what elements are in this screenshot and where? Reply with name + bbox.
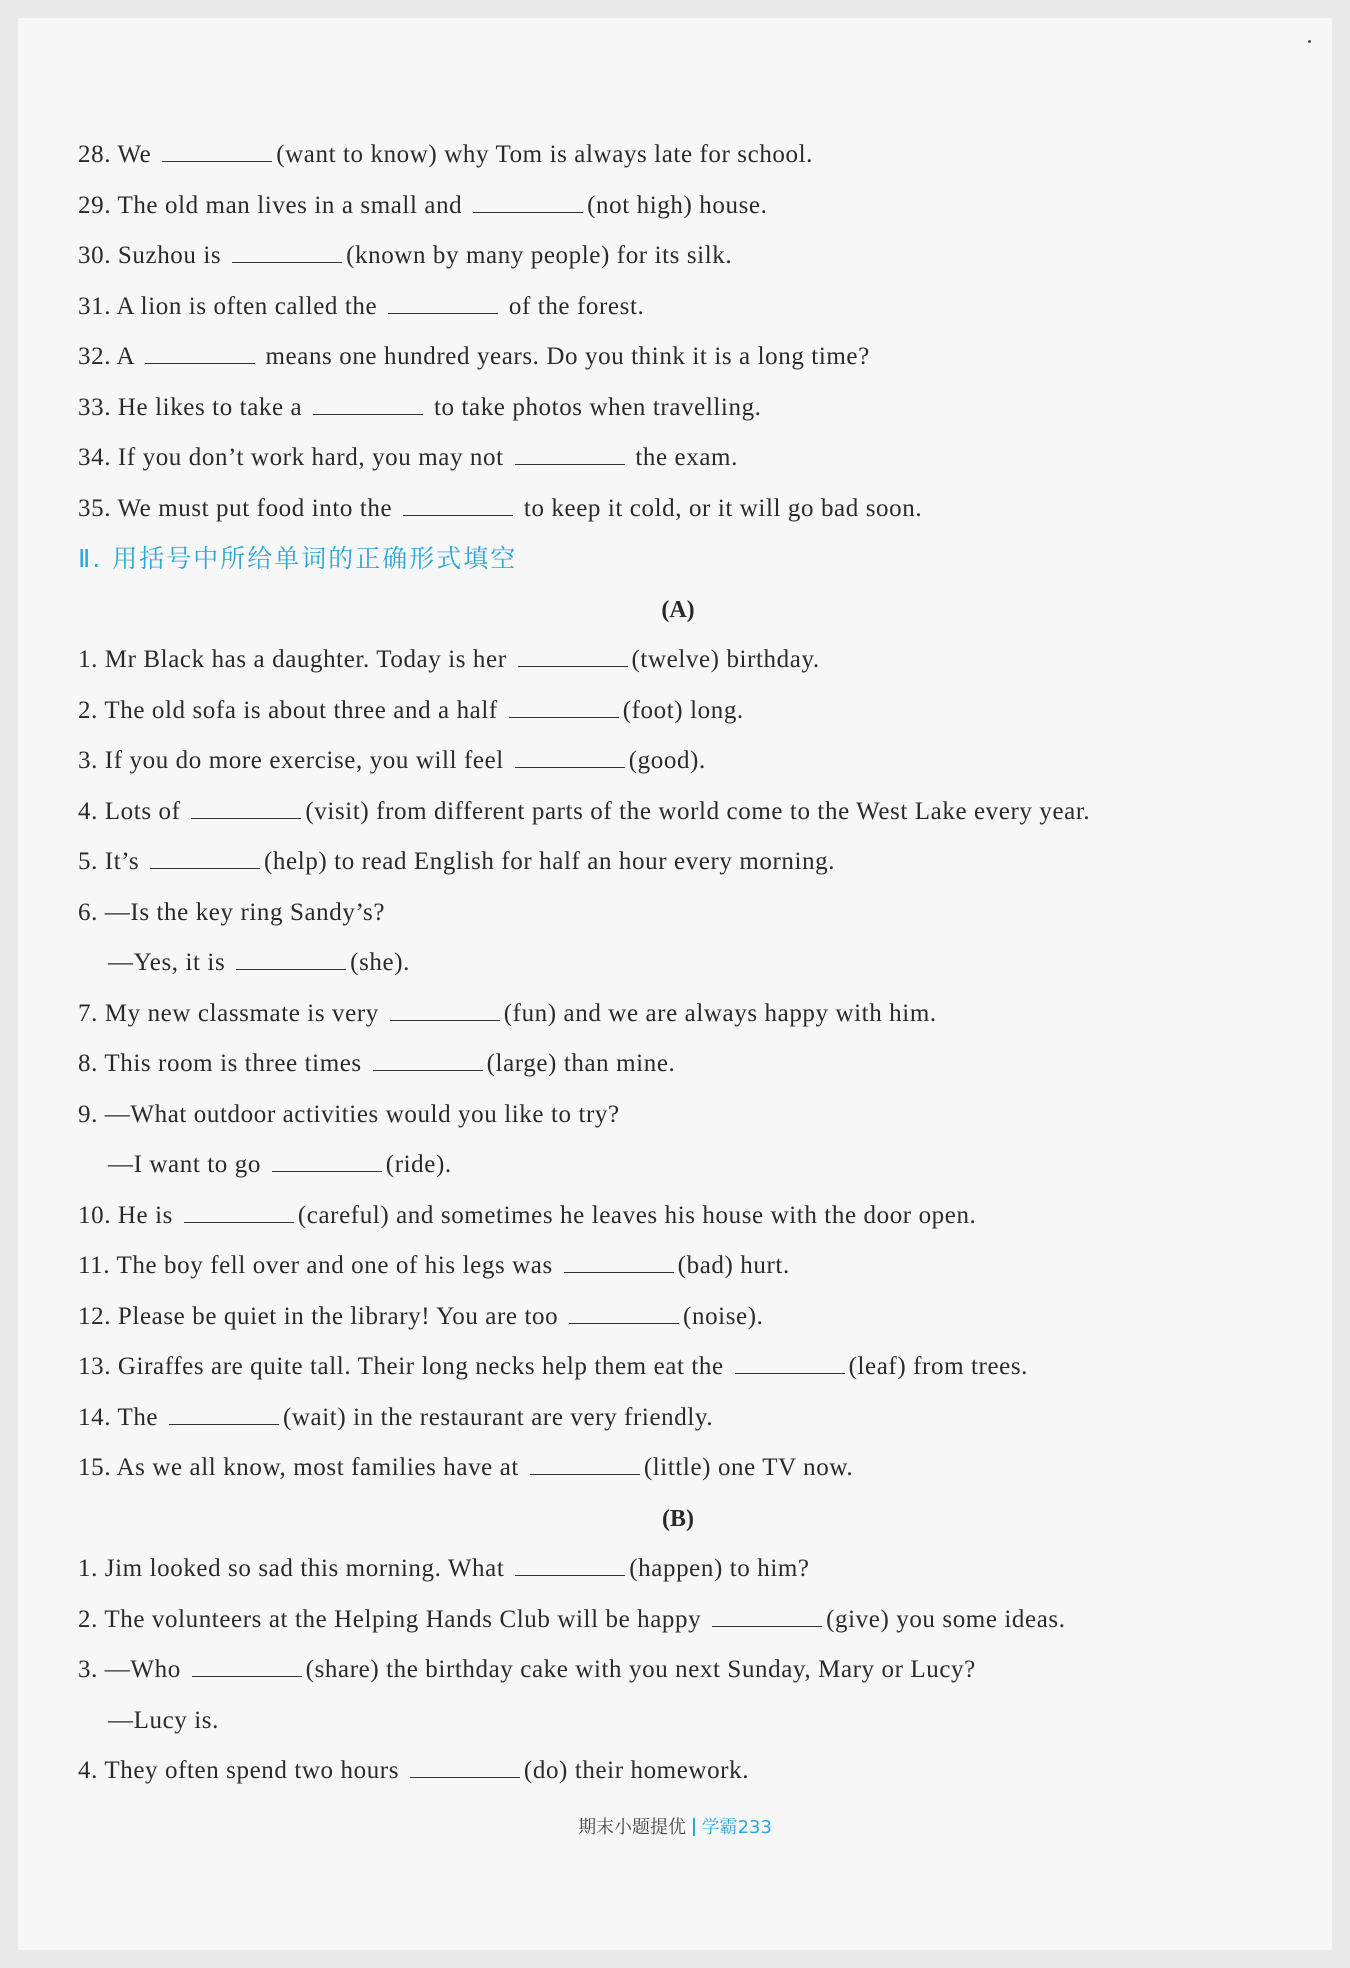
- answer-blank[interactable]: [236, 943, 346, 970]
- line-text-after: (give) you some ideas.: [826, 1605, 1066, 1633]
- answer-blank[interactable]: [410, 1751, 520, 1778]
- exercise-line: [78, 383, 1278, 434]
- exercise-line: [78, 1443, 1278, 1494]
- exercise-line: [78, 736, 1278, 787]
- line-text-before: 3. If you do more exercise, you will feel: [78, 747, 511, 774]
- answer-blank[interactable]: [712, 1600, 822, 1627]
- exercise-line: [78, 837, 1278, 888]
- answer-blank[interactable]: [313, 388, 423, 415]
- scan-speck: [1308, 40, 1311, 43]
- answer-blank[interactable]: [388, 287, 498, 314]
- exercise-line: [78, 1090, 1278, 1141]
- line-text-after: (she).: [350, 949, 410, 976]
- line-text-after: (noise).: [683, 1302, 764, 1330]
- line-text-before: 13. Giraffes are quite tall. Their long necks help them eat the: [78, 1353, 731, 1380]
- exercise-line: [78, 1645, 1278, 1696]
- line-text-after: of the forest.: [502, 292, 645, 320]
- footer-brand: 学霸: [701, 1817, 738, 1838]
- exercise-line: [78, 282, 1278, 333]
- line-text-before: 34. If you don’t work hard, you may not: [78, 444, 511, 471]
- line-text-before: 15. As we all know, most families have at: [78, 1454, 526, 1481]
- answer-blank[interactable]: [373, 1044, 483, 1071]
- exercise-line: [78, 1696, 1278, 1747]
- line-text-before: 3. —Who: [78, 1656, 188, 1683]
- line-text-before: 4. They often spend two hours: [78, 1757, 406, 1784]
- line-text-after: (help) to read English for half an hour every morning.: [264, 848, 836, 875]
- exercise-line: [78, 130, 1278, 181]
- exercise-line: [78, 1595, 1278, 1646]
- line-text-after: (twelve) birthday.: [631, 646, 820, 673]
- line-text-before: 11. The boy fell over and one of his legs was: [78, 1252, 560, 1279]
- line-text-after: (large) than mine.: [486, 1050, 676, 1077]
- exercise-line: [78, 888, 1278, 939]
- line-text-before: 2. The volunteers at the Helping Hands Club will be happy: [78, 1605, 709, 1633]
- exercise-line: [78, 635, 1278, 686]
- line-text-before: 1. Jim looked so sad this morning. What: [78, 1555, 512, 1582]
- part-a-exercises: [78, 635, 1278, 1494]
- line-text-before: —I want to go: [108, 1151, 268, 1178]
- line-text-before: —Lucy is.: [108, 1706, 219, 1734]
- worksheet-page: [18, 18, 1332, 1950]
- answer-blank[interactable]: [569, 1297, 679, 1324]
- answer-blank[interactable]: [530, 1448, 640, 1475]
- line-text-after: (happen) to him?: [629, 1555, 810, 1582]
- line-text-before: 10. He is: [78, 1201, 180, 1229]
- line-text-after: (leaf) from trees.: [848, 1353, 1029, 1380]
- line-text-before: 1. Mr Black has a daughter. Today is her: [78, 646, 514, 673]
- page-footer: [18, 1813, 1332, 1839]
- answer-blank[interactable]: [735, 1347, 845, 1374]
- line-text-before: 8. This room is three times: [78, 1050, 369, 1077]
- line-text-before: 33. He likes to take a: [78, 393, 310, 421]
- answer-blank[interactable]: [509, 691, 619, 718]
- line-text-after: to keep it cold, or it will go bad soon.: [517, 494, 923, 522]
- line-text-before: 29. The old man lives in a small and: [78, 191, 470, 219]
- line-text-after: (do) their homework.: [523, 1757, 750, 1784]
- exercise-line: [78, 1039, 1278, 1090]
- exercise-line: [78, 1746, 1278, 1797]
- line-text-after: (bad) hurt.: [677, 1252, 790, 1279]
- answer-blank[interactable]: [390, 994, 500, 1021]
- answer-blank[interactable]: [518, 640, 628, 667]
- exercise-line: [78, 484, 1278, 535]
- line-text-after: the exam.: [628, 444, 738, 471]
- line-text-before: 5. It’s: [78, 848, 146, 875]
- line-text-after: (careful) and sometimes he leaves his house with the door open.: [297, 1201, 977, 1229]
- exercise-line: [78, 181, 1278, 232]
- line-text-after: (good).: [628, 747, 706, 774]
- line-text-before: 32. A: [78, 343, 141, 370]
- exercise-line: [78, 332, 1278, 383]
- line-text-after: (share) the birthday cake with you next Sunday, Mary or Lucy?: [305, 1656, 976, 1683]
- answer-blank[interactable]: [515, 1549, 625, 1576]
- footer-title: 期末小题提优: [578, 1817, 687, 1838]
- answer-blank[interactable]: [473, 186, 583, 213]
- line-text-before: 30. Suzhou is: [78, 242, 229, 269]
- answer-blank[interactable]: [403, 489, 513, 516]
- line-text-after: to take photos when travelling.: [427, 393, 762, 421]
- line-text-before: 14. The: [78, 1403, 165, 1431]
- answer-blank[interactable]: [192, 1650, 302, 1677]
- exercise-line: [78, 1140, 1278, 1191]
- exercise-line: [78, 433, 1278, 484]
- line-text-before: 2. The old sofa is about three and a half: [78, 696, 505, 724]
- line-text-after: (known by many people) for its silk.: [346, 242, 733, 269]
- exercise-line: [78, 1393, 1278, 1444]
- line-text-before: —Yes, it is: [108, 949, 233, 976]
- line-text-before: 12. Please be quiet in the library! You are too: [78, 1302, 566, 1330]
- exercise-line: [78, 1241, 1278, 1292]
- line-text-before: 35. We must put food into the: [78, 494, 400, 522]
- answer-blank[interactable]: [272, 1145, 382, 1172]
- line-text-before: 6. —Is the key ring Sandy’s?: [78, 898, 386, 926]
- answer-blank[interactable]: [515, 741, 625, 768]
- exercise-line: [78, 686, 1278, 737]
- part-b-exercises: [78, 1544, 1278, 1797]
- line-text-before: 28. We: [78, 141, 159, 168]
- answer-blank[interactable]: [150, 842, 260, 869]
- exercise-line: [78, 231, 1278, 282]
- line-text-after: (not high) house.: [587, 191, 768, 219]
- exercise-line: [78, 1544, 1278, 1595]
- exercise-line: [78, 787, 1278, 838]
- line-text-before: 7. My new classmate is very: [78, 999, 386, 1027]
- answer-blank[interactable]: [232, 236, 342, 263]
- answer-blank[interactable]: [564, 1246, 674, 1273]
- exercise-line: [78, 1191, 1278, 1242]
- answer-blank[interactable]: [169, 1398, 279, 1425]
- part-b-label: (B): [662, 1505, 694, 1532]
- answer-blank[interactable]: [145, 337, 255, 364]
- page-number: 233: [737, 1817, 772, 1838]
- exercise-line: [78, 1342, 1278, 1393]
- exercise-line: [78, 1292, 1278, 1343]
- line-text-before: 4. Lots of: [78, 797, 188, 825]
- section-2-title: Ⅱ. 用括号中所给单词的正确形式填空: [78, 544, 518, 573]
- part1-exercises: [78, 130, 1278, 534]
- line-text-before: 9. —What outdoor activities would you like to try?: [78, 1100, 620, 1128]
- answer-blank[interactable]: [184, 1196, 294, 1223]
- line-text-before: 31. A lion is often called the: [78, 292, 385, 320]
- answer-blank[interactable]: [162, 135, 272, 162]
- line-text-after: (want to know) why Tom is always late for school.: [276, 141, 814, 168]
- footer-divider: [693, 1818, 695, 1836]
- exercise-line: [78, 938, 1278, 989]
- line-text-after: (fun) and we are always happy with him.: [503, 999, 937, 1027]
- line-text-after: (little) one TV now.: [643, 1454, 854, 1481]
- line-text-after: means one hundred years. Do you think it is a long time?: [258, 343, 870, 370]
- line-text-after: (foot) long.: [622, 696, 744, 724]
- line-text-after: (wait) in the restaurant are very friendly.: [282, 1403, 714, 1431]
- exercise-content: [78, 130, 1278, 1797]
- line-text-after: (ride).: [385, 1151, 452, 1178]
- answer-blank[interactable]: [515, 438, 625, 465]
- answer-blank[interactable]: [191, 792, 301, 819]
- line-text-after: (visit) from different parts of the world come to the West Lake every year.: [305, 797, 1091, 825]
- part-a-label: (A): [661, 596, 695, 623]
- exercise-line: [78, 989, 1278, 1040]
